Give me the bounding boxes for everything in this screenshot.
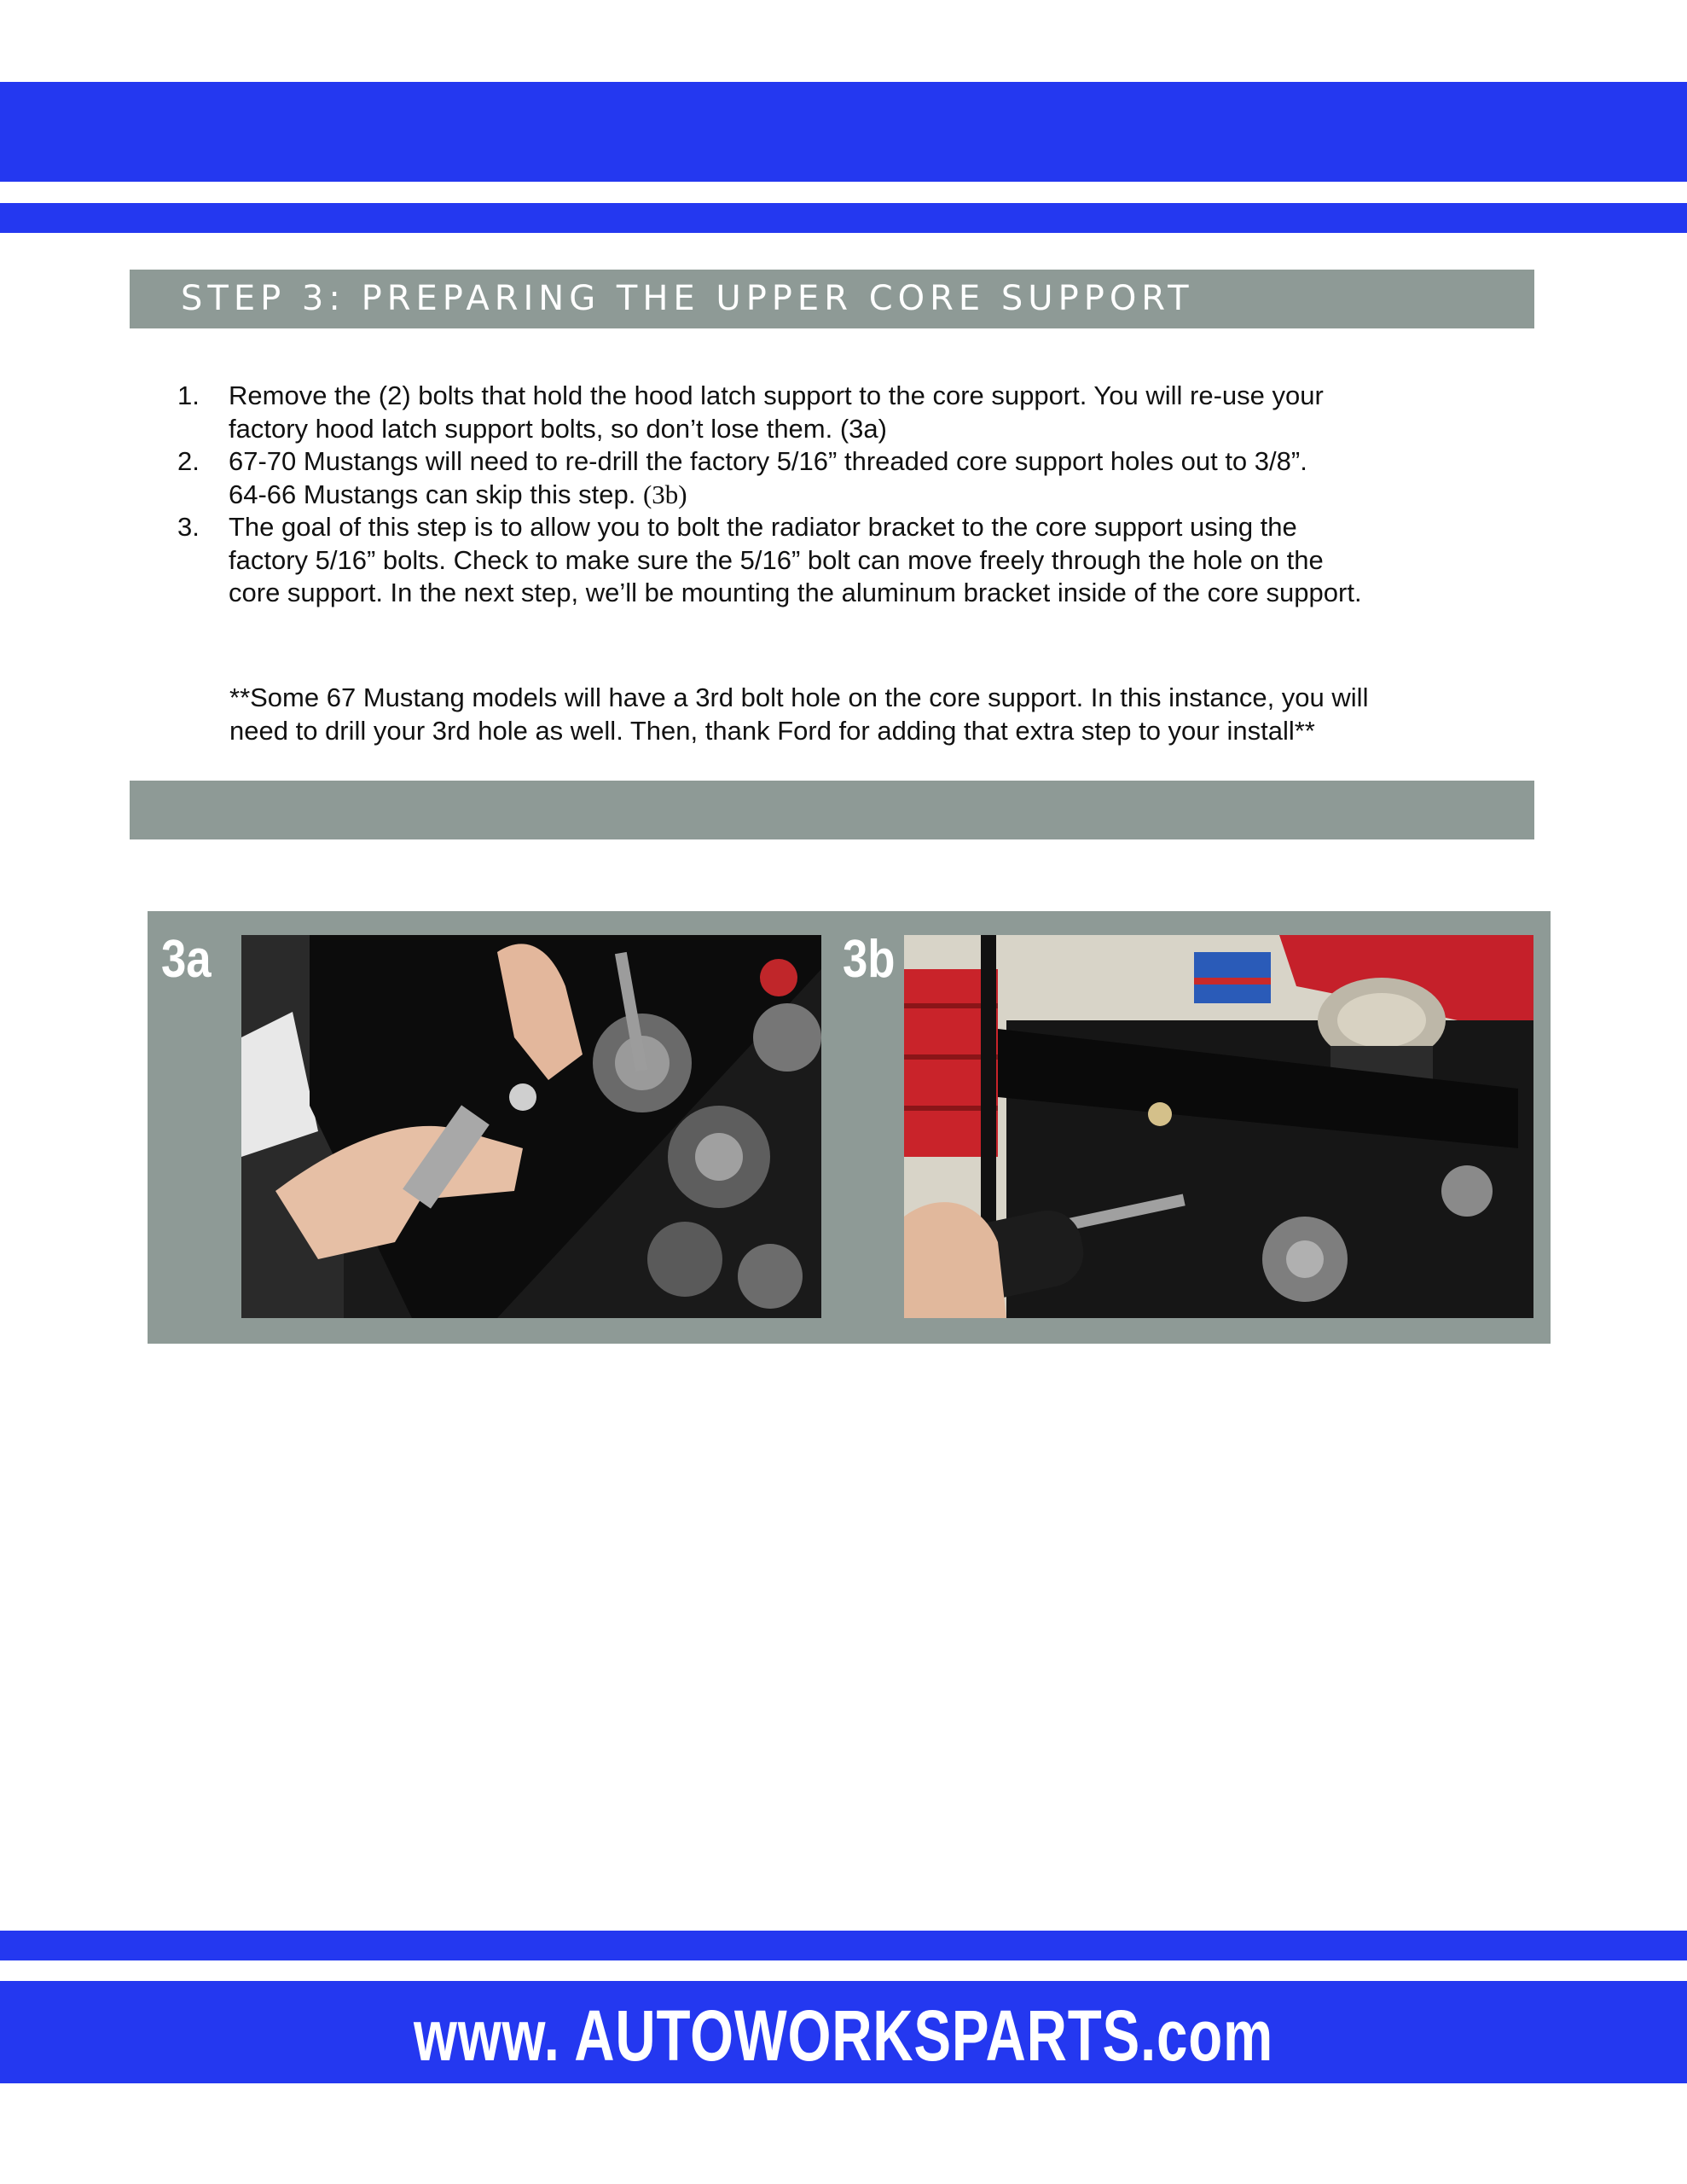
step-number: 1. — [177, 380, 200, 410]
section-title: STEP 3: PREPARING THE UPPER CORE SUPPORT — [181, 279, 1194, 318]
step-text-line: 67-70 Mustangs will need to re-drill the factory 5/16” threaded core support holes out to 3/8”. — [229, 446, 1307, 476]
step-text-line: core support. In the next step, we’ll be mounting the aluminum bracket inside of the core support. — [229, 578, 1362, 607]
photo-3b-drilling-core-support — [904, 935, 1533, 1318]
section-divider-bar — [130, 781, 1534, 839]
step-text-line: 64-66 Mustangs can skip this step. — [229, 479, 636, 509]
instruction-step-3 — [177, 511, 1457, 610]
instruction-list — [177, 380, 1457, 610]
header-stripe-bottom — [0, 203, 1687, 233]
instruction-step-2 — [177, 445, 1457, 511]
header-stripe-top — [0, 82, 1687, 182]
photo-panel — [148, 911, 1551, 1344]
note-line: **Some 67 Mustang models will have a 3rd bolt hole on the core support. In this instance, you will — [229, 682, 1369, 712]
photo-3a-removing-bolts — [241, 935, 821, 1318]
figure-reference: (3a) — [839, 413, 887, 444]
step-text-line: factory hood latch support bolts, so don’t lose them. — [229, 413, 833, 444]
step-number: 2. — [177, 446, 200, 476]
website-url: www. AUTOWORKSPARTS.com — [413, 1995, 1274, 2076]
footer-stripe-top — [0, 1931, 1687, 1960]
note-line: need to drill your 3rd hole as well. Then, thank Ford for adding that extra step to your install** — [229, 715, 1315, 746]
photo-label-3a: 3a — [161, 930, 212, 989]
instruction-step-1 — [177, 380, 1457, 445]
step-text-line: Remove the (2) bolts that hold the hood latch support to the core support. You will re-use your — [229, 380, 1324, 410]
step-number: 3. — [177, 512, 200, 542]
install-note — [229, 682, 1466, 747]
section-title-bar — [130, 270, 1534, 328]
step-text-line: factory 5/16” bolts. Check to make sure the 5/16” bolt can move freely through the hole on the — [229, 544, 1324, 575]
figure-reference: (3b) — [642, 479, 687, 509]
photo-label-3b: 3b — [843, 930, 896, 989]
footer-banner — [0, 1981, 1687, 2083]
step-text-line: The goal of this step is to allow you to bolt the radiator bracket to the core support using the — [229, 512, 1297, 542]
